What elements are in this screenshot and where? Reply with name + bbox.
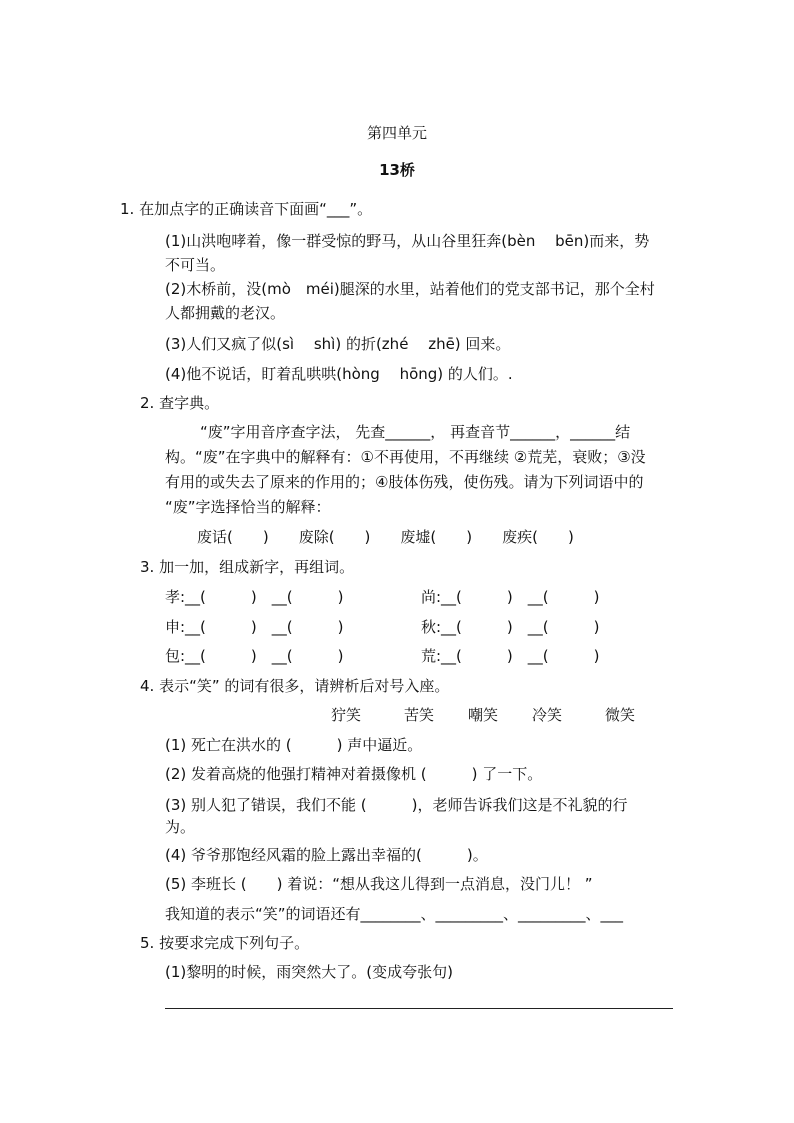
unit-title: 第四单元 [366,124,427,142]
lesson-title: 13桥 [379,161,415,179]
q2-paragraph-line2: 构。“废”在字典中的解释有：①不再使用，不再继续 ②荒芜，衰败；③没 [165,448,646,466]
q2-paragraph-line1: “废”字用音序查字法， 先查______， 再查音节______，______结 [200,423,631,441]
q2-paragraph-line4: “废”字选择恰当的解释： [165,498,331,516]
q3-row2-left: 申:__( ) __( ) [165,618,344,636]
q2-paragraph-line3: 有用的或失去了原来的作用的；④肢体伤残，使伤残。请为下列词语中的 [165,473,644,491]
q5-sentence1: (1)黎明的时候，雨突然大了。(变成夸张句) [165,963,453,981]
q1-item3: (3)人们又疯了似(sì shì) 的折(zhé zhē) 回来。 [165,335,511,353]
q4-sentence2: (2) 发着高烧的他强打精神对着摄像机 ( ) 了一下。 [165,765,543,783]
q3-row3-right: 荒:__( ) __( ) [421,647,600,665]
q4-option: 微笑 [605,706,636,724]
q3-stem: 3. 加一加，组成新字，再组词。 [140,558,355,576]
q4-sentence3-line1: (3) 别人犯了错误，我们不能 ( )，老师告诉我们这是不礼貌的行 [165,796,628,814]
q4-more-words: 我知道的表示“笑”的词语还有________、_________、_________、___ [165,905,624,923]
q5-stem: 5. 按要求完成下列句子。 [140,934,310,952]
answer-line [165,1008,673,1009]
q3-row1-left: 孝:__( ) __( ) [165,588,344,606]
q4-option: 嘲笑 [468,706,499,724]
q4-stem: 4. 表示“笑” 的词有很多，请辨析后对号入座。 [140,677,450,695]
q4-option: 苦笑 [404,706,435,724]
q1-item2-line2: 人都拥戴的老汉。 [165,304,286,322]
q4-option: 冷笑 [532,706,563,724]
q4-sentence4: (4) 爷爷那饱经风霜的脸上露出幸福的( )。 [165,846,488,864]
q4-sentence1: (1) 死亡在洪水的 ( ) 声中逼近。 [165,736,423,754]
q3-row3-left: 包:__( ) __( ) [165,647,344,665]
q3-row2-right: 秋:__( ) __( ) [421,618,600,636]
q1-item1-line1: (1)山洪咆哮着，像一群受惊的野马，从山谷里狂奔(bèn bēn)而来，势 [165,232,650,250]
q4-option: 狞笑 [331,706,362,724]
q1-item2-line1: (2)木桥前，没(mò méi)腿深的水里，站着他们的党支部书记，那个全村 [165,280,655,298]
q2-stem: 2. 查字典。 [140,394,220,412]
q1-item1-line2: 不可当。 [165,256,226,274]
q2-word-list: 废话( ) 废除( ) 废墟( ) 废疾( ) [197,528,574,546]
q1-stem: 1. 在加点字的正确读音下面画“___”。 [120,200,373,218]
q3-row1-right: 尚:__( ) __( ) [421,588,600,606]
q4-sentence3-line2: 为。 [165,818,196,836]
q4-sentence5: (5) 李班长 ( ) 着说：“想从我这儿得到一点消息，没门儿！ ” [165,875,593,893]
q1-item4: (4)他不说话，盯着乱哄哄(hòng hōng) 的人们。. [165,365,513,383]
